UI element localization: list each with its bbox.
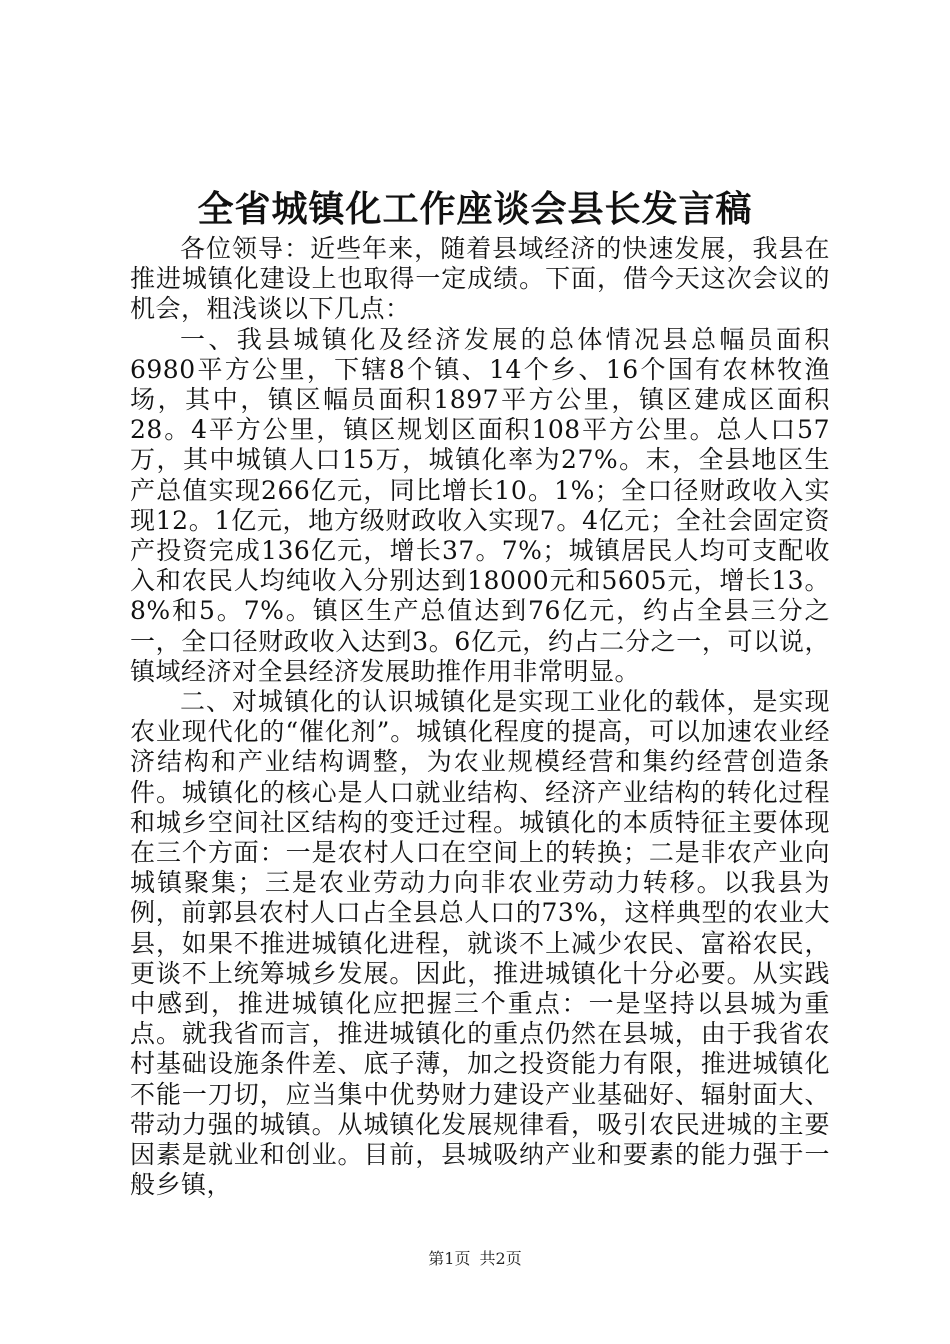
- page-title: 全省城镇化工作座谈会县长发言稿: [197, 188, 753, 230]
- paragraph-greeting: 各位领导：近些年来，随着县域经济的快速发展，我县在推进城镇化建设上也取得一定成绩。下面，借今天这次会议的机会，粗浅谈以下几点：: [130, 234, 830, 324]
- page-number: 第1页: [428, 1249, 471, 1268]
- paragraph-section-one: 一、我县城镇化及经济发展的总体情况县总幅员面积6980平方公里，下辖8个镇、14个乡、16个国有农林牧渔场，其中，镇区幅员面积1897平方公里，镇区建成区面积28。4平方公里，镇区规划区面积108平方公里。总人口57万，其中城镇人口15万，城镇化率为27%。末，全县地区生产总值实现266亿元，同比增长10。1%；全口径财政收入实现12。1亿元，地方级财政收入实现7。4亿元；全社会固定资产投资完成136亿元，增长37。7%；城镇居民人均可支配收入和农民人均纯收入分别达到18000元和5605元，增长13。8%和5。7%。镇区生产总值达到76亿元，约占全县三分之一，全口径财政收入达到3。6亿元，约占二分之一，可以说，镇域经济对全县经济发展助推作用非常明显。: [130, 324, 830, 686]
- paragraph-section-two: 二、对城镇化的认识城镇化是实现工业化的载体，是实现农业现代化的“催化剂”。城镇化程度的提高，可以加速农业经济结构和产业结构调整，为农业规模经营和集约经营创造条件。城镇化的核心是人口就业结构、经济产业结构的转化过程和城乡空间社区结构的变迁过程。城镇化的本质特征主要体现在三个方面：一是农村人口在空间上的转换；二是非农产业向城镇聚集；三是农业劳动力向非农业劳动力转移。以我县为例，前郭县农村人口占全县总人口的73%，这样典型的农业大县，如果不推进城镇化进程，就谈不上减少农民、富裕农民，更谈不上统筹城乡发展。因此，推进城镇化十分必要。从实践中感到，推进城镇化应把握三个重点：一是坚持以县城为重点。就我省而言，推进城镇化的重点仍然在县城，由于我省农村基础设施条件差、底子薄，加之投资能力有限，推进城镇化不能一刀切，应当集中优势财力建设产业基础好、辐射面大、带动力强的城镇。从城镇化发展规律看，吸引农民进城的主要因素是就业和创业。目前，县城吸纳产业和要素的能力强于一般乡镇，: [130, 687, 830, 1200]
- page-footer: [0, 1248, 950, 1270]
- page-total: 共2页: [479, 1249, 522, 1268]
- document-body: [130, 234, 830, 1201]
